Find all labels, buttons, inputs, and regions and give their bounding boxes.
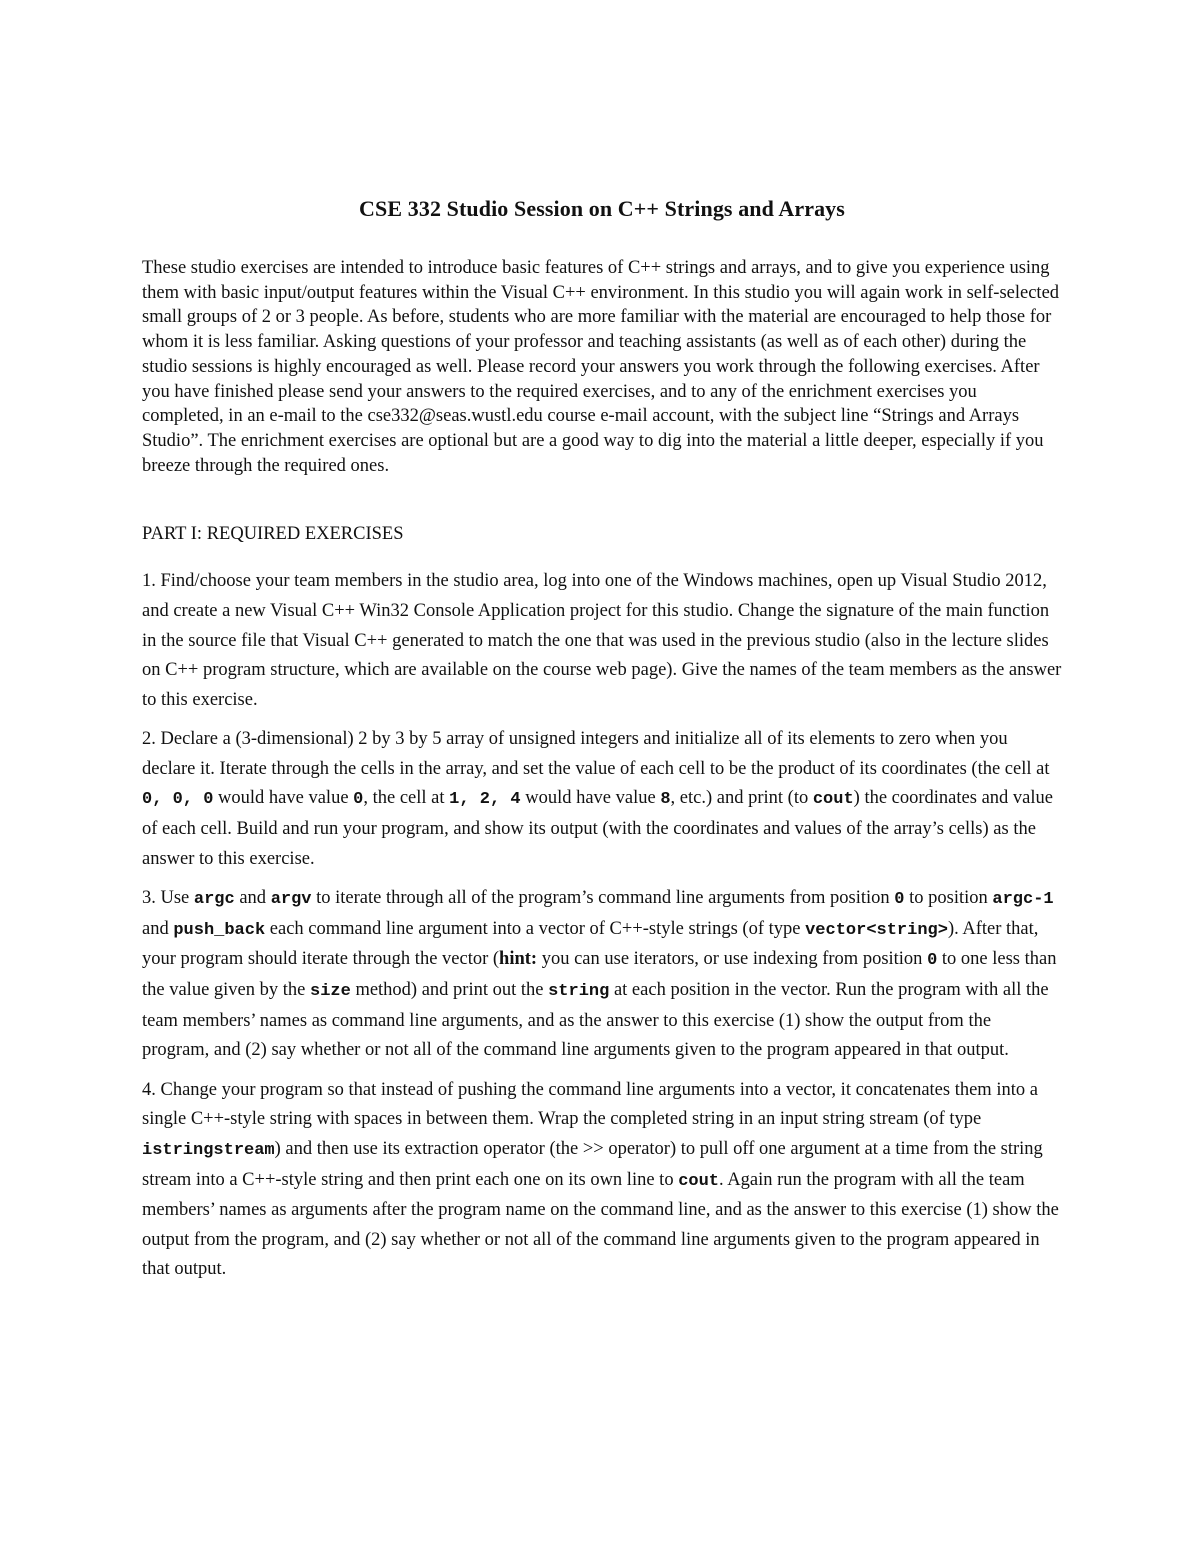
code-vector-string: vector<string>	[805, 920, 948, 940]
exercise-2-text: , etc.) and print (to	[670, 788, 813, 809]
exercise-4-text: ) and then use its extraction operator (the >> operator) to pull off one argument at a time from the string stream into a C++-style string and then print each one on its own line to	[142, 1139, 1043, 1190]
code-size: size	[310, 982, 351, 1002]
exercise-2-text: ) the coordinates and value of each cell. Build and run your program, and show its output (with the coordinates and values of the array’s cells) as the answer to this exercise.	[142, 788, 1053, 869]
exercise-4	[142, 1076, 1062, 1285]
exercise-2	[142, 725, 1062, 874]
exercise-2-text: would have value	[213, 788, 354, 809]
exercise-1: 1. Find/choose your team members in the studio area, log into one of the Windows machines, open up Visual Studio 2012, and create a new Visual C++ Win32 Console Application project for this studio. Change the signature of the main function in the source file that Visual C++ generated to match the one that was used in the previous studio (also in the lecture slides on C++ program structure, which are available on the course web page). Give the names of the team members as the answer to this exercise.	[142, 571, 1062, 710]
exercise-3-text: to iterate through all of the program’s command line arguments from position	[311, 888, 895, 909]
exercise-3-text: and	[234, 888, 271, 909]
code-cout: cout	[812, 790, 854, 810]
exercise-2-text: 2. Declare a (3-dimensional) 2 by 3 by 5 array of unsigned integers and initialize all of its elements to zero when you declare it. Iterate through the cells in the array, and set the value of each cell to be the product of its coordinates (the cell at	[142, 729, 1050, 779]
exercise-4-text: . Again run the program with all the team members’ names as arguments after the program name on the command line, and as the answer to this exercise (1) show the output from the program, and (2) say whether or not all of the command line arguments given to the program appeared in that output.	[142, 1169, 1059, 1280]
exercise-3-text: you can use iterators, or use indexing from position	[537, 949, 928, 970]
exercise-3-text: at each position in the vector. Run the program with all the team members’ names as command line arguments, and as the answer to this exercise (1) show the output from the program, and (2) say whether or not all of the command line arguments given to the program appeared in that output.	[142, 980, 1049, 1061]
document-title: CSE 332 Studio Session on C++ Strings and Arrays	[359, 196, 845, 221]
code-istringstream: istringstream	[142, 1141, 275, 1161]
hint-label: hint:	[499, 949, 538, 970]
code-cout: cout	[678, 1171, 720, 1191]
exercise-3-text: ). After that, your program should iterate through the vector (	[142, 918, 1039, 970]
code-value-zero: 0	[353, 790, 364, 810]
exercise-3	[142, 884, 1062, 1066]
exercise-3-text: to one less than the value given by the	[142, 949, 1057, 1001]
exercise-3-text: and	[142, 918, 174, 939]
code-argc-minus-1: argc-1	[992, 890, 1054, 910]
section-heading: PART I: REQUIRED EXERCISES	[142, 524, 404, 545]
code-index-zero: 0	[927, 951, 938, 971]
code-push-back: push_back	[173, 920, 266, 940]
code-argc: argc	[193, 890, 235, 910]
code-string: string	[548, 982, 610, 1002]
exercise-3-text: each command line argument into a vector of C++-style strings (of type	[265, 918, 806, 939]
code-cell-zero: 0, 0, 0	[142, 790, 214, 810]
exercise-2-text: would have value	[520, 788, 661, 809]
exercise-3-text: method) and print out the	[350, 980, 549, 1001]
exercise-2-text: , the cell at	[363, 788, 450, 809]
intro-paragraph: These studio exercises are intended to introduce basic features of C++ strings and arrays, and to give you experience using them with basic input/output features within the Visual C++ environment. In this studio you will again work in self-selected small groups of 2 or 3 people. As before, students who are more familiar with the material are encouraged to help those for whom it is less familiar. Asking questions of your professor and teaching assistants (as well as of each other) during the studio sessions is highly encouraged as well. Please record your answers you work through the following exercises. After you have finished please send your answers to the required exercises, and to any of the enrichment exercises you completed, in an e-mail to the cse332@seas.wustl.edu course e-mail account, with the subject line “Strings and Arrays Studio”. The enrichment exercises are optional but are a good way to dig into the material a little deeper, especially if you breeze through the required ones.	[142, 258, 1060, 476]
code-value-eight: 8	[660, 790, 671, 810]
exercise-4-text: 4. Change your program so that instead of pushing the command line arguments into a vector, it concatenates them into a single C++-style string with spaces in between them. Wrap the completed string in an input string stream (of type	[142, 1079, 1038, 1130]
code-cell-124: 1, 2, 4	[449, 790, 521, 810]
exercise-3-text: 3. Use	[142, 888, 194, 909]
code-argv: argv	[270, 890, 312, 910]
exercise-3-text: to position	[904, 888, 993, 909]
document-page	[142, 196, 1062, 1295]
code-position-zero: 0	[894, 890, 905, 910]
